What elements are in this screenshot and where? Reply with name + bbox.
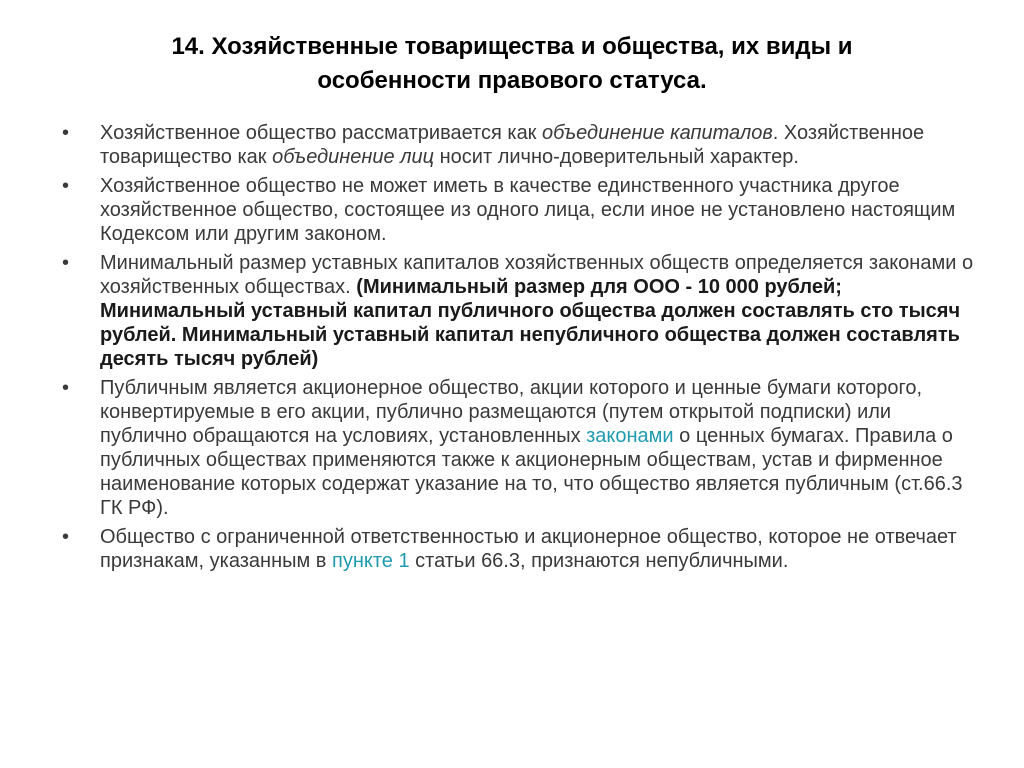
bullet-item-single-participant (58, 174, 978, 246)
bullet-text-part: Минимальный размер уставных капиталов хозяйственных обществ определяется законами о хозяйственных обществах. (100, 252, 974, 298)
bullet-item-non-public-company (58, 525, 978, 573)
bullet-text-part: Общество с ограниченной ответственностью и акционерное общество, которое не отвечает признакам, указанным в (100, 526, 957, 572)
bullet-list (58, 121, 978, 578)
slide-title-line2: особенности правового статуса. (317, 67, 707, 94)
bullet-text-part: о ценных бумагах. Правила о публичных обществах применяются также к акционерным обществам, устав и фирменное наименование которых содержат указание на то, что общество является публичным (ст.66.3 ГК РФ). (100, 425, 963, 519)
bullet-text (100, 525, 978, 573)
bullet-marker: • (62, 377, 70, 399)
bullet-text-part: статьи 66.3, признаются непубличными. (409, 550, 789, 572)
bold-capital-amounts: (Минимальный размер для ООО - 10 000 рублей; Минимальный уставный капитал публичного общества должен составлять сто тысяч рублей. Минимальный уставный капитал непубличного общества должен составлять десять тысяч рублей) (100, 276, 961, 370)
italic-term: объединение лиц (272, 146, 435, 168)
slide-title-line1: 14. Хозяйственные товарищества и общества, их виды и (171, 33, 853, 60)
bullet-marker: • (62, 526, 70, 548)
bullet-item-capital-vs-persons (58, 121, 978, 169)
bullet-marker: • (62, 175, 70, 197)
bullet-marker: • (62, 122, 70, 144)
bullet-text (100, 121, 978, 169)
clause-1-link[interactable]: пункте 1 (331, 550, 410, 572)
slide-title (60, 30, 964, 98)
bullet-text: Хозяйственное общество не может иметь в качестве единственного участника другое хозяйственное общество, состоящее из одного лица, если иное не установлено настоящим Кодексом или другим законом. (100, 175, 956, 245)
bullet-text (100, 251, 978, 371)
bullet-marker: • (62, 252, 70, 274)
bullet-item-minimum-capital (58, 251, 978, 371)
bullet-text (100, 376, 978, 520)
bullet-text-part: Публичным является акционерное общество, акции которого и ценные бумаги которого, конвертируемые в его акции, публично размещаются (путем открытой подписки) или публично обращаются на условиях, установленных (100, 377, 923, 447)
bullet-text-part: . Хозяйственное товарищество как (100, 122, 925, 168)
bullet-text-part: Хозяйственное общество рассматривается как (100, 122, 542, 144)
italic-term: объединение капиталов (542, 122, 773, 144)
bullet-text-part: носит лично-доверительный характер. (434, 146, 799, 168)
bullet-item-public-company (58, 376, 978, 520)
laws-link[interactable]: законами (586, 425, 674, 447)
